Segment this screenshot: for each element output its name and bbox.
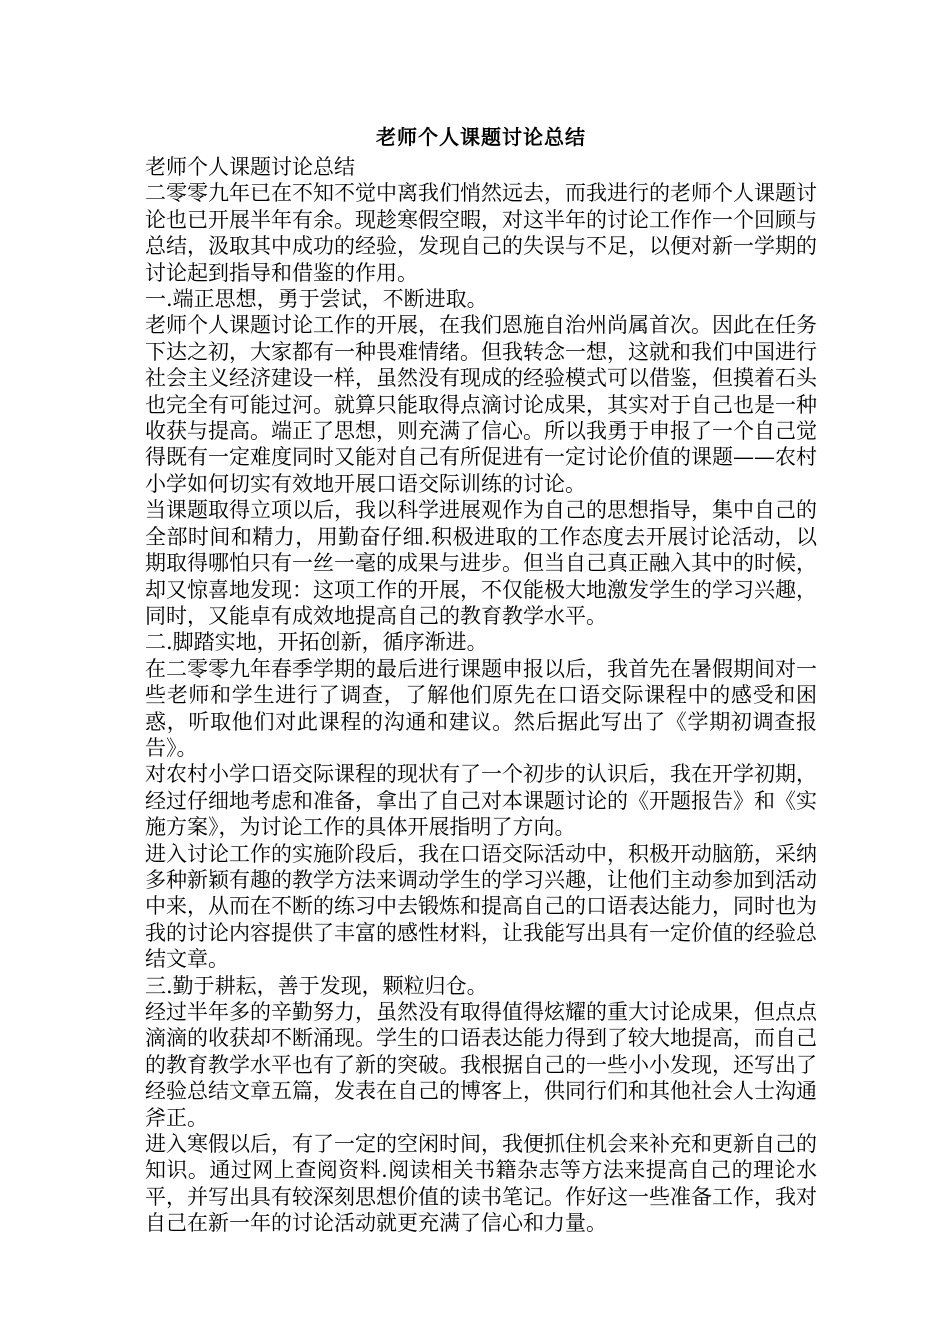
paragraph: 经过半年多的辛勤努力，虽然没有取得值得炫耀的重大讨论成果，但点点滴滴的收获却不断涌现。学生的口语表达能力得到了较大地提高，而自己的教育教学水平也有了新的突破。我根据自己的一些小小发现，还写出了经验总结文章五篇，发表在自己的博客上，供同行们和其他社会人士沟通斧正。 bbox=[145, 1000, 817, 1130]
paragraph: 在二零零九年春季学期的最后进行课题申报以后，我首先在暑假期间对一些老师和学生进行了调查，了解他们原先在口语交际课程中的感受和困惑，听取他们对此课程的沟通和建议。然后据此写出了《学期初调查报告》。 bbox=[145, 656, 817, 760]
paragraph: 对农村小学口语交际课程的现状有了一个初步的认识后，我在开学初期，经过仔细地考虑和准备，拿出了自己对本课题讨论的《开题报告》和《实施方案》，为讨论工作的具体开展指明了方向。 bbox=[145, 762, 817, 840]
document-title: 老师个人课题讨论总结 bbox=[376, 125, 586, 149]
section-heading-2: 二.脚踏实地，开拓创新，循序渐进。 bbox=[145, 630, 488, 655]
paragraph: 进入讨论工作的实施阶段后，我在口语交际活动中，积极开动脑筋，采纳多种新颖有趣的教学方法来调动学生的学习兴趣，让他们主动参加到活动中来，从而在不断的练习中去锻炼和提高自己的口语表达能力，同时也为我的讨论内容提供了丰富的感性材料，让我能写出具有一定价值的经验总结文章。 bbox=[145, 841, 817, 972]
paragraph-intro: 二零零九年已在不知不觉中离我们悄然远去，而我进行的老师个人课题讨论也已开展半年有余。现趁寒假空暇，对这半年的讨论工作作一个回顾与总结，汲取其中成功的经验，发现自己的失误与不足，以便对新一学期的讨论起到指导和借鉴的作用。 bbox=[145, 181, 817, 285]
document-page bbox=[145, 122, 817, 1237]
section-heading-3: 三.勤于耕耘，善于发现，颗粒归仓。 bbox=[145, 973, 488, 998]
paragraph: 老师个人课题讨论工作的开展，在我们恩施自治州尚属首次。因此在任务下达之初，大家都有一种畏难情绪。但我转念一想，这就和我们中国进行社会主义经济建设一样，虽然没有现成的经验模式可以借鉴，但摸着石头也完全有可能过河。就算只能取得点滴讨论成果，其实对于自己也是一种收获与提高。端正了思想，则充满了信心。所以我勇于申报了一个自己觉得既有一定难度同时又能对自己有所促进有一定讨论价值的课题——农村小学如何切实有效地开展口语交际训练的讨论。 bbox=[145, 313, 817, 496]
paragraph: 当课题取得立项以后，我以科学进展观作为自己的思想指导，集中自己的全部时间和精力，用勤奋仔细.积极进取的工作态度去开展讨论活动，以期取得哪怕只有一丝一毫的成果与进步。但当自己真正融入其中的时候，却又惊喜地发现：这项工作的开展，不仅能极大地激发学生的学习兴趣，同时，又能卓有成效地提高自己的教育教学水平。 bbox=[145, 498, 817, 628]
paragraph: 进入寒假以后，有了一定的空闲时间，我便抓住机会来补充和更新自己的知识。通过网上查阅资料.阅读相关书籍杂志等方法来提高自己的理论水平，并写出具有较深刻思想价值的读书笔记。作好这一些准备工作，我对自己在新一年的讨论活动就更充满了信心和力量。 bbox=[145, 1132, 817, 1236]
section-heading-1: 一.端正思想，勇于尝试，不断进取。 bbox=[145, 287, 488, 312]
document-subtitle-line: 老师个人课题讨论总结 bbox=[145, 155, 355, 179]
